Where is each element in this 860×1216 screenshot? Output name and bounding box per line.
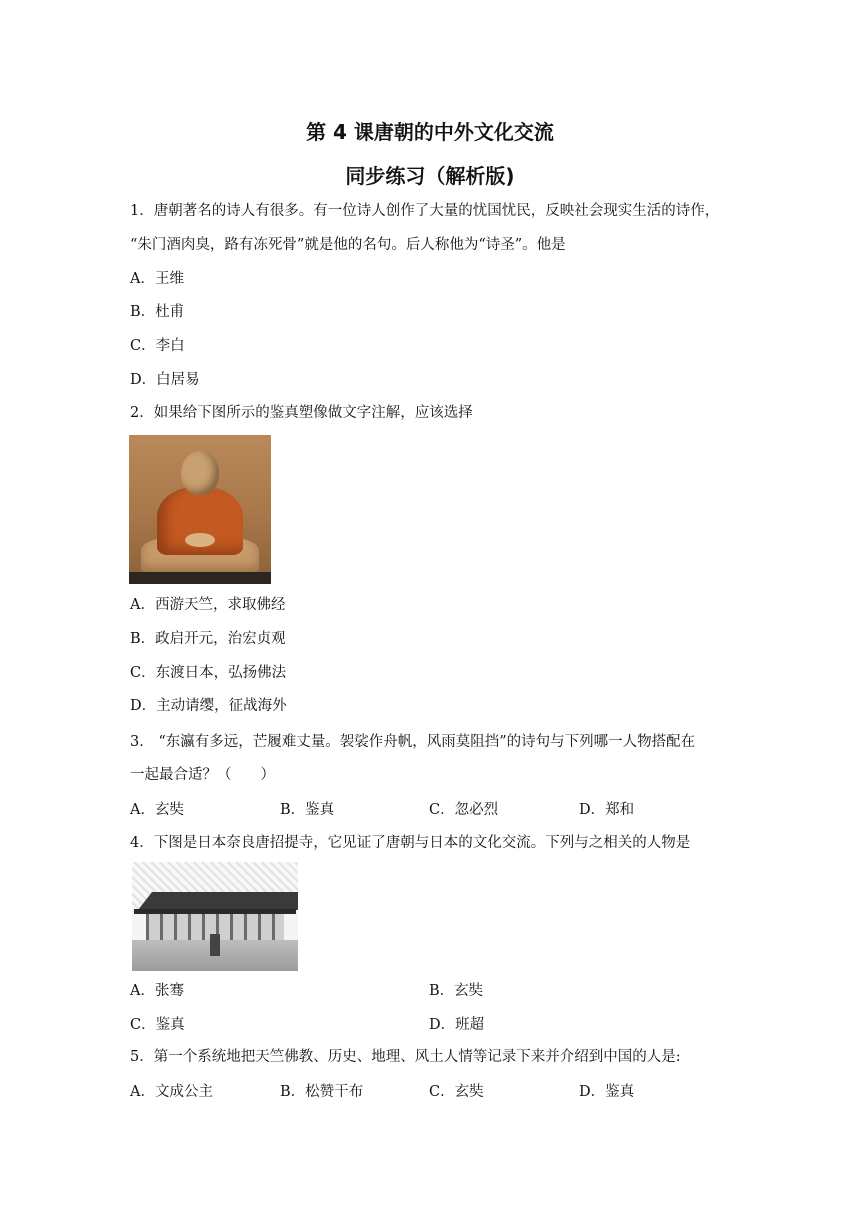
question-5-option-a: A．文成公主 xyxy=(130,1084,213,1100)
question-4-stem: 4．下图是日本奈良唐招提寺，它见证了唐朝与日本的文化交流。下列与之相关的人物是 xyxy=(130,835,691,851)
toshodaiji-temple-image xyxy=(132,862,298,971)
question-1-stem-line-1: 1．唐朝著名的诗人有很多。有一位诗人创作了大量的忧国忧民，反映社会现实生活的诗作， xyxy=(130,203,720,219)
question-2-option-b: B．政启开元，治宏贞观 xyxy=(130,631,286,647)
question-1-stem-line-2: “朱门酒肉臭，路有冻死骨”就是他的名句。后人称他为“诗圣”。他是 xyxy=(130,237,566,253)
question-3-stem-line-1: 3． “东瀛有多远，芒履难丈量。袈裟作舟帆，风雨莫阻挡”的诗句与下列哪一人物搭配在 xyxy=(130,734,696,750)
question-3-stem-line-2: 一起最合适？（ ） xyxy=(130,767,275,783)
question-2-option-d: D．主动请缨，征战海外 xyxy=(130,698,287,714)
question-1-option-c: C．李白 xyxy=(130,338,185,354)
question-5-option-d: D．鉴真 xyxy=(579,1084,635,1100)
question-5-option-b: B．松赞干布 xyxy=(280,1084,364,1100)
question-4-option-c: C．鉴真 xyxy=(130,1017,185,1033)
question-2-option-a: A．西游天竺，求取佛经 xyxy=(130,597,286,613)
question-3-option-b: B．鉴真 xyxy=(280,802,335,818)
question-1-option-a: A．王维 xyxy=(130,271,184,287)
question-4-option-b: B．玄奘 xyxy=(429,983,484,999)
question-3-option-a: A．玄奘 xyxy=(130,802,184,818)
question-5-stem: 5．第一个系统地把天竺佛教、历史、地理、风土人情等记录下来并介绍到中国的人是: xyxy=(130,1049,681,1065)
question-3-option-d: D．郑和 xyxy=(579,802,635,818)
question-3-option-c: C．忽必烈 xyxy=(429,802,499,818)
question-1-option-d: D．白居易 xyxy=(130,372,200,388)
question-2-stem: 2．如果给下图所示的鉴真塑像做文字注解，应该选择 xyxy=(130,405,473,421)
question-4-option-a: A．张骞 xyxy=(130,983,184,999)
page-title: 第 4 课唐朝的中外文化交流 xyxy=(306,120,554,144)
page-subtitle: 同步练习（解析版) xyxy=(345,164,515,188)
question-5-option-c: C．玄奘 xyxy=(429,1084,484,1100)
question-4-option-d: D．班超 xyxy=(429,1017,485,1033)
question-2-option-c: C．东渡日本，弘扬佛法 xyxy=(130,665,287,681)
question-1-option-b: B．杜甫 xyxy=(130,304,185,320)
jianzhen-statue-image xyxy=(129,435,271,584)
